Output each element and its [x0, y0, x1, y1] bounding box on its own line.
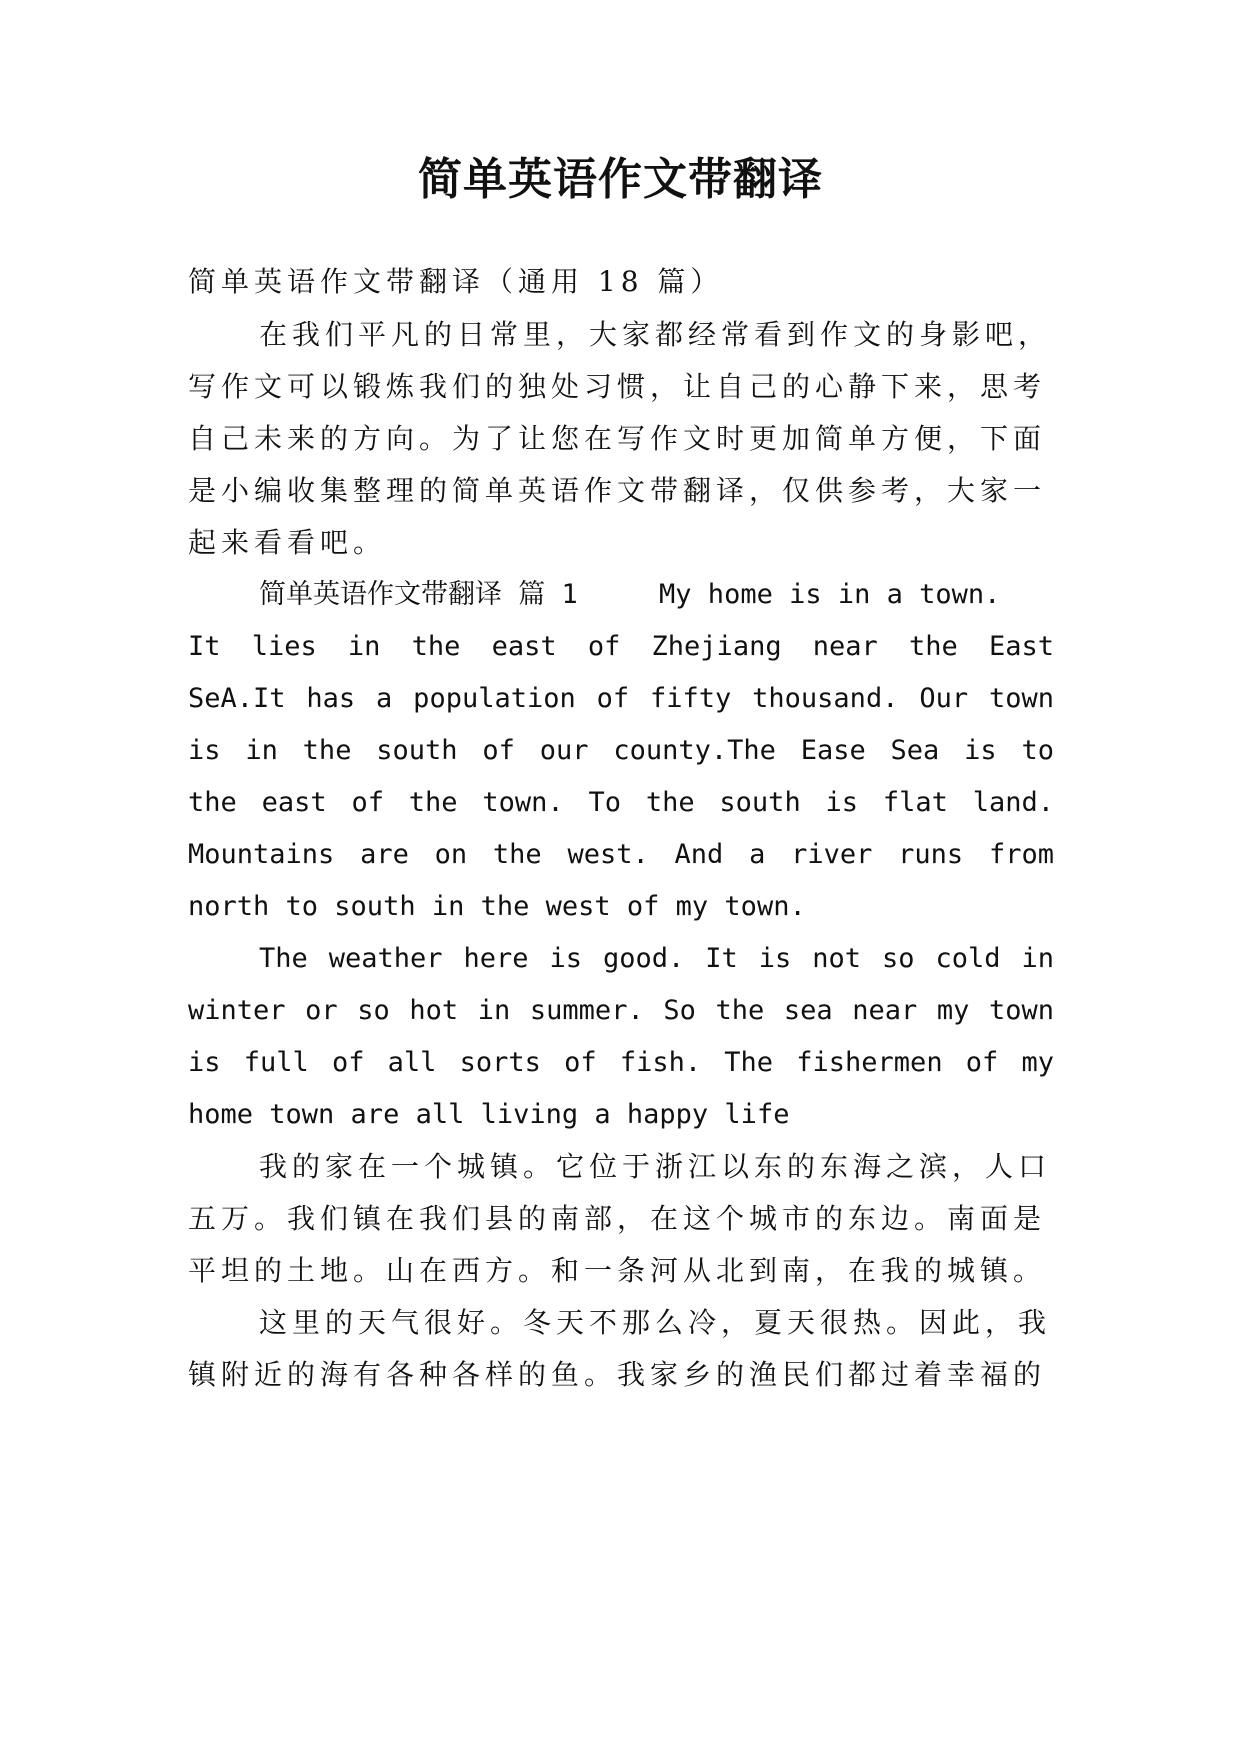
- essay-heading-line: 简单英语作文带翻译 篇 1 My home is in a town.: [259, 579, 1001, 610]
- essay-en-line-9: winter or so hot in summer. So the sea near my town: [188, 995, 1054, 1026]
- translation-line-2: 五万。我们镇在我们县的南部，在这个城市的东边。南面是: [188, 1202, 1047, 1235]
- intro-line-3: 自己未来的方向。为了让您在写作文时更加简单方便，下面: [188, 422, 1047, 455]
- translation-line-4: 这里的天气很好。冬天不那么冷，夏天很热。因此，我: [259, 1306, 1052, 1339]
- essay-en-line-10: is full of all sorts of fish. The fishermen of my: [188, 1047, 1054, 1078]
- translation-line-1: 我的家在一个城镇。它位于浙江以东的东海之滨，人口: [259, 1150, 1052, 1183]
- essay-en-line-7: north to south in the west of my town.: [188, 891, 806, 922]
- intro-line-2: 写作文可以锻炼我们的独处习惯，让自己的心静下来，思考: [188, 370, 1047, 403]
- essay-en-line-4: is in the south of our county.The Ease Sea is to: [188, 735, 1054, 766]
- document-title: 简单英语作文带翻译: [418, 154, 823, 205]
- essay-en-line-8: The weather here is good. It is not so cold in: [259, 943, 1054, 974]
- translation-line-3: 平坦的土地。山在西方。和一条河从北到南，在我的城镇。: [188, 1254, 1047, 1287]
- essay-en-line-11: home town are all living a happy life: [188, 1099, 790, 1130]
- document-subtitle: 简单英语作文带翻译（通用 18 篇）: [188, 265, 724, 298]
- intro-line-5: 起来看看吧。: [188, 526, 387, 559]
- intro-line-1: 在我们平凡的日常里，大家都经常看到作文的身影吧，: [259, 318, 1052, 351]
- translation-line-5: 镇附近的海有各种各样的鱼。我家乡的渔民们都过着幸福的: [188, 1358, 1047, 1391]
- essay-en-line-6: Mountains are on the west. And a river runs from: [188, 839, 1054, 870]
- essay-en-line-3: SeA.It has a population of fifty thousand. Our town: [188, 683, 1054, 714]
- essay-en-line-2: It lies in the east of Zhejiang near the East: [188, 631, 1054, 662]
- intro-line-4: 是小编收集整理的简单英语作文带翻译，仅供参考，大家一: [188, 474, 1047, 507]
- essay-en-line-5: the east of the town. To the south is flat land.: [188, 787, 1054, 818]
